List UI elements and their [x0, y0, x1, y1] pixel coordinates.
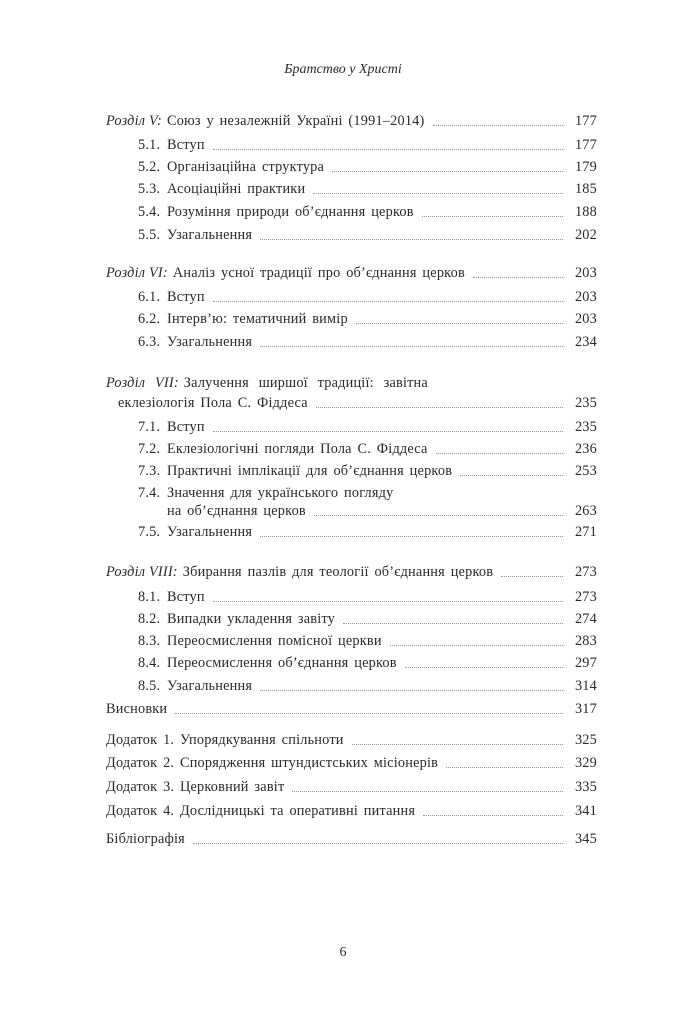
toc-entry[interactable]: [106, 753, 597, 773]
running-header: Братство у Христі: [284, 62, 402, 77]
entry-title: Вступ: [167, 589, 205, 605]
entry-page: 273: [574, 564, 597, 580]
toc-entry[interactable]: [138, 135, 597, 155]
entry-page: 317: [574, 701, 597, 717]
chapter-label: Розділ VIII:: [106, 564, 178, 580]
dot-leader: [260, 346, 563, 347]
entry-page: 345: [574, 831, 597, 847]
toc-entry[interactable]: [138, 522, 597, 542]
entry-page: 263: [574, 503, 597, 519]
dot-leader: [352, 744, 563, 745]
dot-leader: [316, 407, 563, 408]
toc-entry[interactable]: [138, 461, 597, 481]
dot-leader: [292, 791, 563, 792]
dot-leader: [460, 475, 563, 476]
toc-entry-line: [106, 373, 428, 393]
toc-entry-line: [138, 483, 393, 503]
toc-entry[interactable]: [106, 801, 597, 821]
dot-leader: [260, 239, 563, 240]
entry-page: 177: [574, 113, 597, 129]
entry-title: Вступ: [167, 137, 205, 153]
entry-title: Випадки укладення завіту: [167, 611, 335, 627]
dot-leader: [313, 193, 563, 194]
entry-page: 179: [574, 159, 597, 175]
entry-page: 203: [574, 311, 597, 327]
entry-page: 329: [574, 755, 597, 771]
entry-title: Еклезіологічні погляди Пола С. Фіддеса: [167, 441, 428, 457]
dot-leader: [436, 453, 563, 454]
entry-title: Додаток 2. Спорядження штундистських місіонерів: [106, 755, 439, 771]
entry-title: Переосмислення помісної церкви: [167, 633, 382, 649]
dot-leader: [213, 301, 563, 302]
dot-leader: [193, 843, 563, 844]
toc-entry[interactable]: [106, 829, 597, 849]
entry-title: Значення для українського погляду: [167, 485, 394, 501]
section-number: 6.1.: [138, 289, 161, 305]
dot-leader: [260, 690, 563, 691]
chapter-label: Розділ VII:: [106, 375, 179, 391]
dot-leader: [213, 601, 563, 602]
dot-leader: [390, 645, 563, 646]
entry-title-continued: на об’єднання церков: [167, 503, 306, 519]
entry-title: Узагальнення: [167, 227, 253, 243]
dot-leader: [446, 767, 563, 768]
entry-page: 274: [574, 611, 597, 627]
toc-entry[interactable]: [138, 332, 597, 352]
chapter-label: Розділ VI:: [106, 265, 168, 281]
section-number: 5.5.: [138, 227, 161, 243]
entry-title: Організаційна структура: [167, 159, 325, 175]
entry-title: Додаток 1. Упорядкування спільноти: [106, 732, 344, 748]
entry-title: Додаток 4. Дослідницькі та оперативні питання: [106, 803, 416, 819]
section-number: 7.4.: [138, 485, 161, 501]
dot-leader: [213, 431, 563, 432]
dot-leader: [314, 515, 563, 516]
section-number: 8.1.: [138, 589, 161, 605]
entry-page: 234: [574, 334, 597, 350]
toc-entry[interactable]: [138, 609, 597, 629]
entry-page: 283: [574, 633, 597, 649]
dot-leader: [175, 713, 563, 714]
section-number: 7.3.: [138, 463, 161, 479]
entry-page: 185: [574, 181, 597, 197]
toc-entry[interactable]: [106, 730, 597, 750]
section-number: 5.4.: [138, 204, 161, 220]
toc-entry[interactable]: [106, 562, 597, 582]
toc-entry[interactable]: [118, 393, 597, 413]
entry-page: 203: [574, 289, 597, 305]
section-number: 5.3.: [138, 181, 161, 197]
entry-title: Асоціаційні практики: [167, 181, 306, 197]
entry-page: 335: [574, 779, 597, 795]
section-number: 6.2.: [138, 311, 161, 327]
toc-entry[interactable]: [138, 439, 597, 459]
entry-title: Бібліографія: [106, 831, 185, 847]
entry-title: Союз у незалежній Україні (1991–2014): [166, 113, 425, 129]
section-number: 7.5.: [138, 524, 161, 540]
section-number: 7.2.: [138, 441, 161, 457]
entry-title: Розуміння природи об’єднання церков: [167, 204, 414, 220]
toc-entry[interactable]: [106, 111, 597, 131]
dot-leader: [473, 277, 563, 278]
section-number: 8.3.: [138, 633, 161, 649]
entry-page: 341: [574, 803, 597, 819]
dot-leader: [405, 667, 563, 668]
toc-entry[interactable]: [167, 501, 597, 521]
toc-entry[interactable]: [138, 287, 597, 307]
toc-entry[interactable]: [106, 263, 597, 283]
entry-page: 235: [574, 395, 597, 411]
entry-page: 236: [574, 441, 597, 457]
entry-title: Узагальнення: [167, 334, 253, 350]
toc-entry[interactable]: [138, 676, 597, 696]
entry-title: Узагальнення: [167, 524, 253, 540]
dot-leader: [501, 576, 563, 577]
dot-leader: [423, 815, 563, 816]
entry-title: Узагальнення: [167, 678, 253, 694]
entry-page: 177: [574, 137, 597, 153]
toc-entry[interactable]: [138, 653, 597, 673]
dot-leader: [422, 216, 563, 217]
entry-title-continued: еклезіологія Пола С. Фіддеса: [118, 395, 308, 411]
entry-title: Залучення ширшої традиції: завітна: [183, 375, 428, 391]
entry-title: Вступ: [167, 289, 205, 305]
section-number: 5.1.: [138, 137, 161, 153]
dot-leader: [356, 323, 563, 324]
toc-entry[interactable]: [106, 777, 597, 797]
page-number: 6: [339, 945, 347, 960]
entry-page: 253: [574, 463, 597, 479]
entry-title: Збирання пазлів для теології об’єднання церков: [182, 564, 494, 580]
entry-page: 325: [574, 732, 597, 748]
entry-page: 203: [574, 265, 597, 281]
entry-title: Практичні імплікації для об’єднання церков: [167, 463, 453, 479]
entry-page: 314: [574, 678, 597, 694]
toc-entry[interactable]: [138, 417, 597, 437]
toc-entry[interactable]: [138, 309, 597, 329]
entry-page: 273: [574, 589, 597, 605]
entry-title: Додаток 3. Церковний завіт: [106, 779, 285, 795]
entry-title: Вступ: [167, 419, 205, 435]
entry-title: Аналіз усної традиції про об’єднання церков: [172, 265, 465, 281]
toc-entry[interactable]: [138, 631, 597, 651]
entry-title: Висновки: [106, 701, 168, 717]
toc-entry[interactable]: [138, 587, 597, 607]
entry-page: 235: [574, 419, 597, 435]
dot-leader: [260, 536, 563, 537]
dot-leader: [332, 171, 563, 172]
section-number: 5.2.: [138, 159, 161, 175]
toc-entry[interactable]: [138, 157, 597, 177]
section-number: 8.5.: [138, 678, 161, 694]
chapter-label: Розділ V:: [106, 113, 162, 129]
entry-title: Переосмислення об’єднання церков: [167, 655, 397, 671]
section-number: 8.2.: [138, 611, 161, 627]
entry-page: 297: [574, 655, 597, 671]
toc-entry[interactable]: [138, 179, 597, 199]
section-number: 8.4.: [138, 655, 161, 671]
toc-entry[interactable]: [138, 202, 597, 222]
section-number: 7.1.: [138, 419, 161, 435]
dot-leader: [433, 125, 564, 126]
entry-page: 271: [574, 524, 597, 540]
dot-leader: [213, 149, 563, 150]
dot-leader: [343, 623, 563, 624]
toc-entry[interactable]: [138, 225, 597, 245]
entry-title: Інтерв’ю: тематичний вимір: [167, 311, 348, 327]
entry-page: 188: [574, 204, 597, 220]
section-number: 6.3.: [138, 334, 161, 350]
toc-entry[interactable]: [106, 699, 597, 719]
entry-page: 202: [574, 227, 597, 243]
